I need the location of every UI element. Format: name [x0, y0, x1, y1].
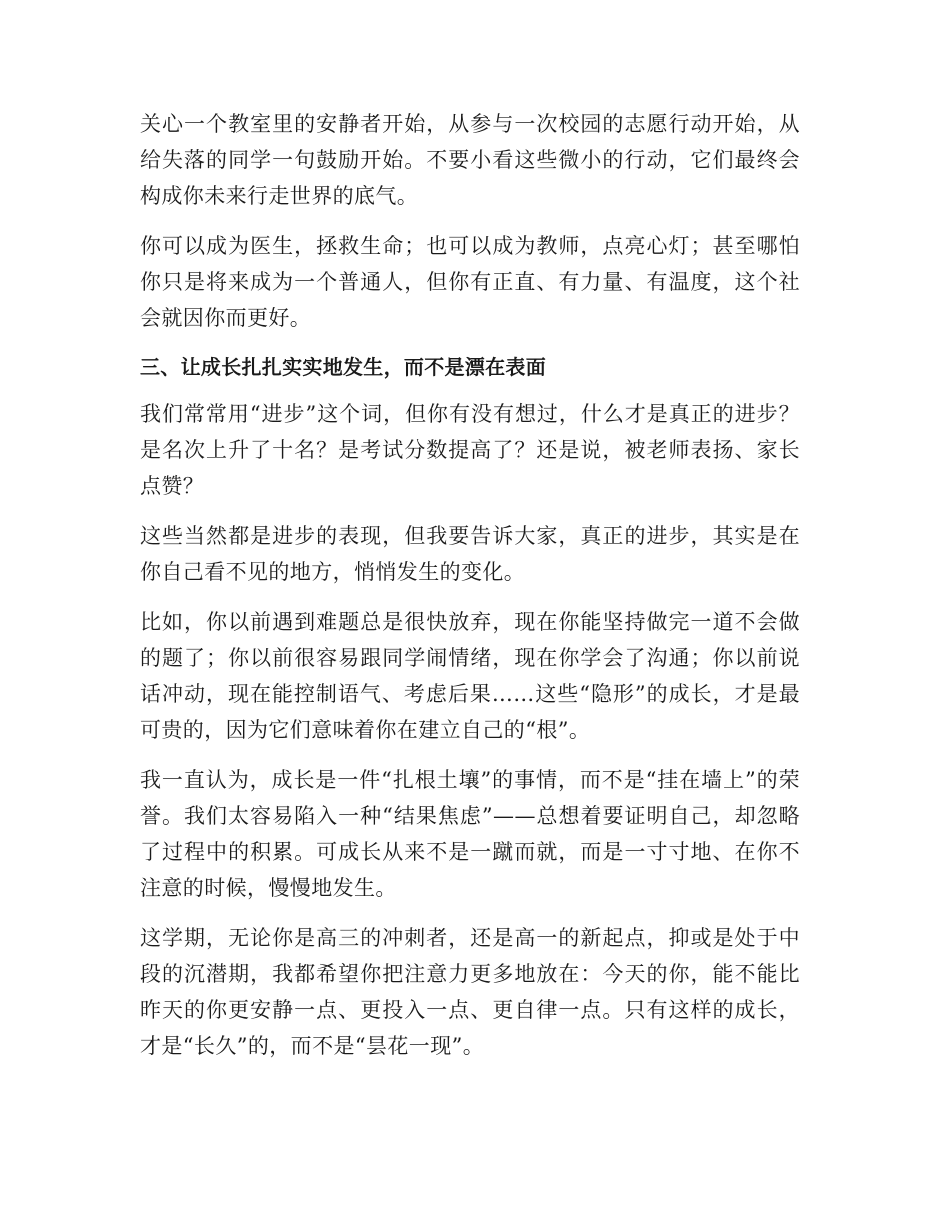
- body-paragraph: 我一直认为，成长是一件“扎根土壤”的事情，而不是“挂在墙上”的荣誉。我们太容易陷入一种“结果焦虑”——总想着要证明自己，却忽略了过程中的积累。可成长从来不是一蹴而就，而是一寸寸地、在你不注意的时候，慢慢地发生。: [140, 768, 800, 900]
- body-paragraph: 关心一个教室里的安静者开始，从参与一次校园的志愿行动开始，从给失落的同学一句鼓励开始。不要小看这些微小的行动，它们最终会构成你未来行走世界的底气。: [140, 112, 800, 208]
- body-paragraph: 这学期，无论你是高三的冲刺者，还是高一的新起点，抑或是处于中段的沉潜期，我都希望你把注意力更多地放在：今天的你，能不能比昨天的你更安静一点、更投入一点、更自律一点。只有这样的成长，才是“长久”的，而不是“昙花一现”。: [140, 926, 800, 1058]
- body-paragraph: 比如，你以前遇到难题总是很快放弃，现在你能坚持做完一道不会做的题了；你以前很容易跟同学闹情绪，现在你学会了沟通；你以前说话冲动，现在能控制语气、考虑后果……这些“隐形”的成长，才是最可贵的，因为它们意味着你在建立自己的“根”。: [140, 610, 800, 742]
- body-paragraph: 你可以成为医生，拯救生命；也可以成为教师，点亮心灯；甚至哪怕你只是将来成为一个普通人，但你有正直、有力量、有温度，这个社会就因你而更好。: [140, 234, 800, 330]
- document-body: [140, 106, 800, 1078]
- body-paragraph: 我们常常用“进步”这个词，但你有没有想过，什么才是真正的进步？是名次上升了十名？是考试分数提高了？还是说，被老师表扬、家长点赞？: [140, 402, 800, 498]
- section-heading: 三、让成长扎扎实实地发生，而不是漂在表面: [140, 355, 546, 379]
- body-paragraph: 这些当然都是进步的表现，但我要告诉大家，真正的进步，其实是在你自己看不见的地方，悄悄发生的变化。: [140, 524, 800, 584]
